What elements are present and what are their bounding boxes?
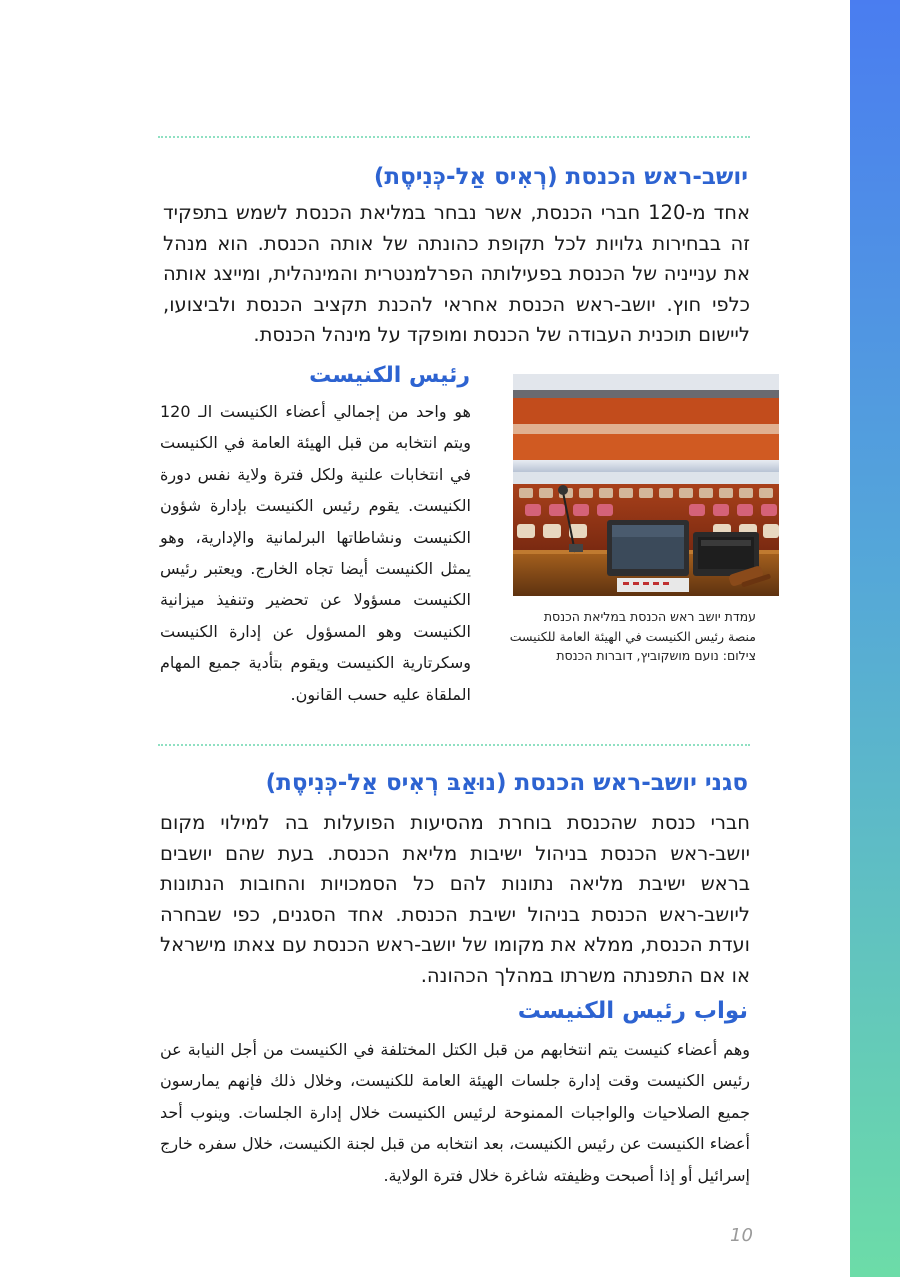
page-number: 10 bbox=[730, 1225, 753, 1246]
top-divider bbox=[158, 136, 750, 138]
caption-line-hebrew: עמדת יושב ראש הכנסת במליאת הכנסת bbox=[543, 609, 756, 624]
speaker-heading-arabic: رئيس الكنيست bbox=[309, 363, 470, 388]
deputy-speakers-heading-hebrew: סגני יושב-ראש הכנסת (נוּאַבּ רְאִיס אַל-כְּנִיסֶת) bbox=[265, 770, 748, 796]
speaker-heading-hebrew: יושב-ראש הכנסת (רְאִיס אַל-כְּנִיסֶת) bbox=[373, 164, 748, 190]
caption-line-arabic: منصة رئيس الكنيست في الهيئة العامة للكنيست bbox=[509, 628, 756, 644]
knesset-plenum-photo bbox=[513, 374, 779, 596]
middle-divider bbox=[158, 744, 750, 746]
caption-line-credit: צילום: נועם מושקוביץ, דוברות הכנסת bbox=[556, 648, 756, 663]
speaker-description-arabic: هو واحد من إجمالي أعضاء الكنيست الـ 120 ويتم انتخابه من قبل الهيئة العامة في الكنيست في انتخابات علنية ولكل فترة ولاية نفس دورة الكنيست. يقوم رئيس الكنيست بإدارة شؤون الكنيست ونشاطاتها البرلمانية والإدارية، وهو يمثل الكنيست أيضا تجاه الخارج. ويعتبر رئيس الكنيست مسؤولا عن تحضير وتنفيذ ميزانية الكنيست وهو المسؤول عن إدارة الكنيست وسكرتارية الكنيست ويقوم بتأدية جميع المهام الملقاة عليه حسب القانون. bbox=[160, 402, 471, 704]
deputy-speakers-description-hebrew: חברי כנסת שהכנסת בוחרת מהסיעות הפועלות בה למילוי מקום יושב-ראש הכנסת בניהול ישיבות מליאת הכנסת. בעת שהם יושבים בראש ישיבת מליאה נתונות להם כל הסמכויות והחובות הנתונות ליושב-ראש הכנסת בניהול ישיבת הכנסת. אחד הסגנים, כפי שבחרה ועדת הכנסת, ממלא את מקומו של יושב-ראש הכנסת עם צאתו מישראל או אם התפנתה משרתו במהלך הכהונה. bbox=[160, 811, 750, 987]
deputy-speakers-heading-arabic: نواب رئيس الكنيست bbox=[517, 998, 748, 1024]
deputy-speakers-description-arabic: وهم أعضاء كنيست يتم انتخابهم من قبل الكتل المختلفة في الكنيست من أجل النيابة عن رئيس الكنيست وقت إدارة جلسات الهيئة العامة للكنيست، وخلال ذلك فإنهم يمارسون جميع الصلاحيات والواجبات الممنوحة لرئيس الكنيست خلال إدارة الجلسات. وينوب أحد أعضاء الكنيست عن رئيس الكنيست، بعد انتخابه من قبل لجنة الكنيست، خلال سفره خارج إسرائيل أو إذا أصبحت وظيفته شاغرة خلال فترة الولاية. bbox=[160, 1040, 750, 1185]
photo-caption bbox=[509, 607, 756, 666]
side-color-band bbox=[850, 0, 900, 1277]
speaker-description-hebrew: אחד מ-120 חברי הכנסת, אשר נבחר במליאת הכנסת לשמש בתפקיד זה בבחירות גלויות לכל תקופת כהונתה של אותה הכנסת. הוא מנהל את ענייניה של הכנסת בפעילותה הפרלמנטרית והמינהלית, ומייצג אותה כלפי חוץ. יושב-ראש הכנסת אחראי להכנת תקציב הכנסת ולביצועו, ליישום תוכנית העבודה של הכנסת ומופקד על מינהל הכנסת. bbox=[163, 201, 750, 346]
